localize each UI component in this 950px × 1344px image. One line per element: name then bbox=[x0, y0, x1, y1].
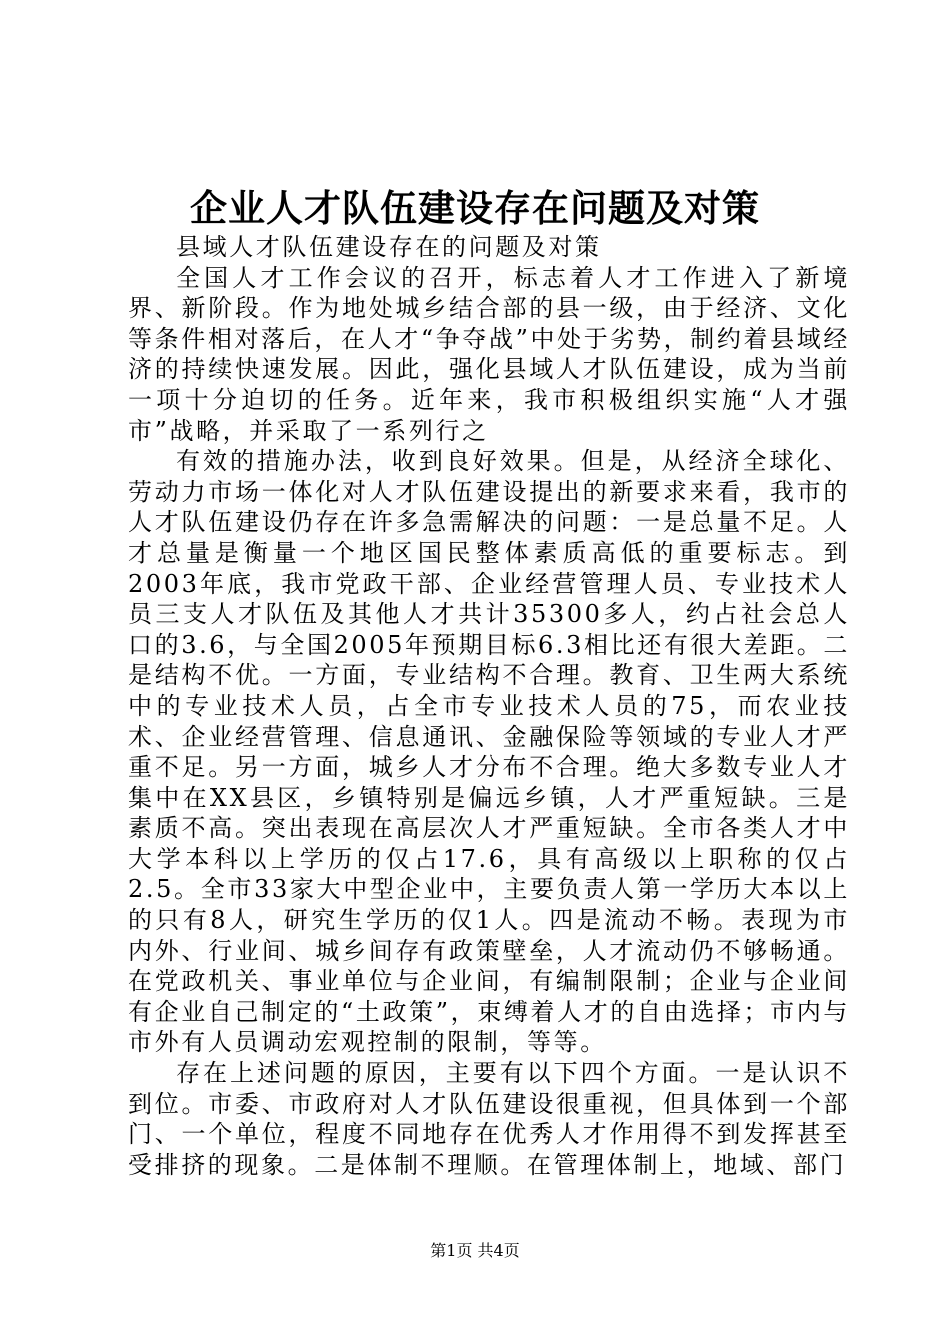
document-title: 企业人才队伍建设存在问题及对策 bbox=[190, 186, 760, 230]
body-paragraph: 有效的措施办法，收到良好效果。但是，从经济全球化、劳动力市场一体化对人才队伍建设提出的新要求来看，我市的人才队伍建设仍存在许多急需解决的问题：一是总量不足。人才总量是衡量一个地区国民整体素质高低的重要标志。到2003年底，我市党政干部、企业经营管理人员、专业技术人员三支人才队伍及其他人才共计35300多人，约占社会总人口的3.6，与全国2005年预期目标6.3相比还有很大差距。二是结构不优。一方面，专业结构不合理。教育、卫生两大系统中的专业技术人员，占全市专业技术人员的75，而农业技术、企业经营管理、信息通讯、金融保险等领域的专业人才严重不足。另一方面，城乡人才分布不合理。绝大多数专业人才集中在XX县区，乡镇特别是偏远乡镇，人才严重短缺。三是素质不高。突出表现在高层次人才严重短缺。全市各类人才中大学本科以上学历的仅占17.6，具有高级以上职称的仅占2.5。全市33家大中型企业中，主要负责人第一学历大本以上的只有8人，研究生学历的仅1人。四是流动不畅。表现为市内外、行业间、城乡间存有政策壁垒，人才流动仍不够畅通。在党政机关、事业单位与企业间，有编制限制；企业与企业间有企业自己制定的“土政策”，束缚着人才的自由选择；市内与市外有人员调动宏观控制的限制，等等。 bbox=[128, 447, 851, 1057]
body-paragraph: 全国人才工作会议的召开，标志着人才工作进入了新境界、新阶段。作为地处城乡结合部的县一级，由于经济、文化等条件相对落后，在人才“争夺战”中处于劣势，制约着县域经济的持续快速发展。因此，强化县域人才队伍建设，成为当前一项十分迫切的任务。近年来，我市积极组织实施“人才强市”战略，并采取了一系列行之 bbox=[128, 263, 850, 445]
document-body bbox=[128, 232, 850, 1180]
body-paragraph: 存在上述问题的原因，主要有以下四个方面。一是认识不到位。市委、市政府对人才队伍建设很重视，但具体到一个部门、一个单位，程度不同地存在优秀人才作用得不到发挥甚至受排挤的现象。二是体制不理顺。在管理体制上，地域、部门 bbox=[128, 1059, 850, 1179]
subtitle-paragraph: 县域人才队伍建设存在的问题及对策 bbox=[176, 233, 602, 261]
page-number-footer: 第1页 共4页 bbox=[430, 1241, 520, 1260]
